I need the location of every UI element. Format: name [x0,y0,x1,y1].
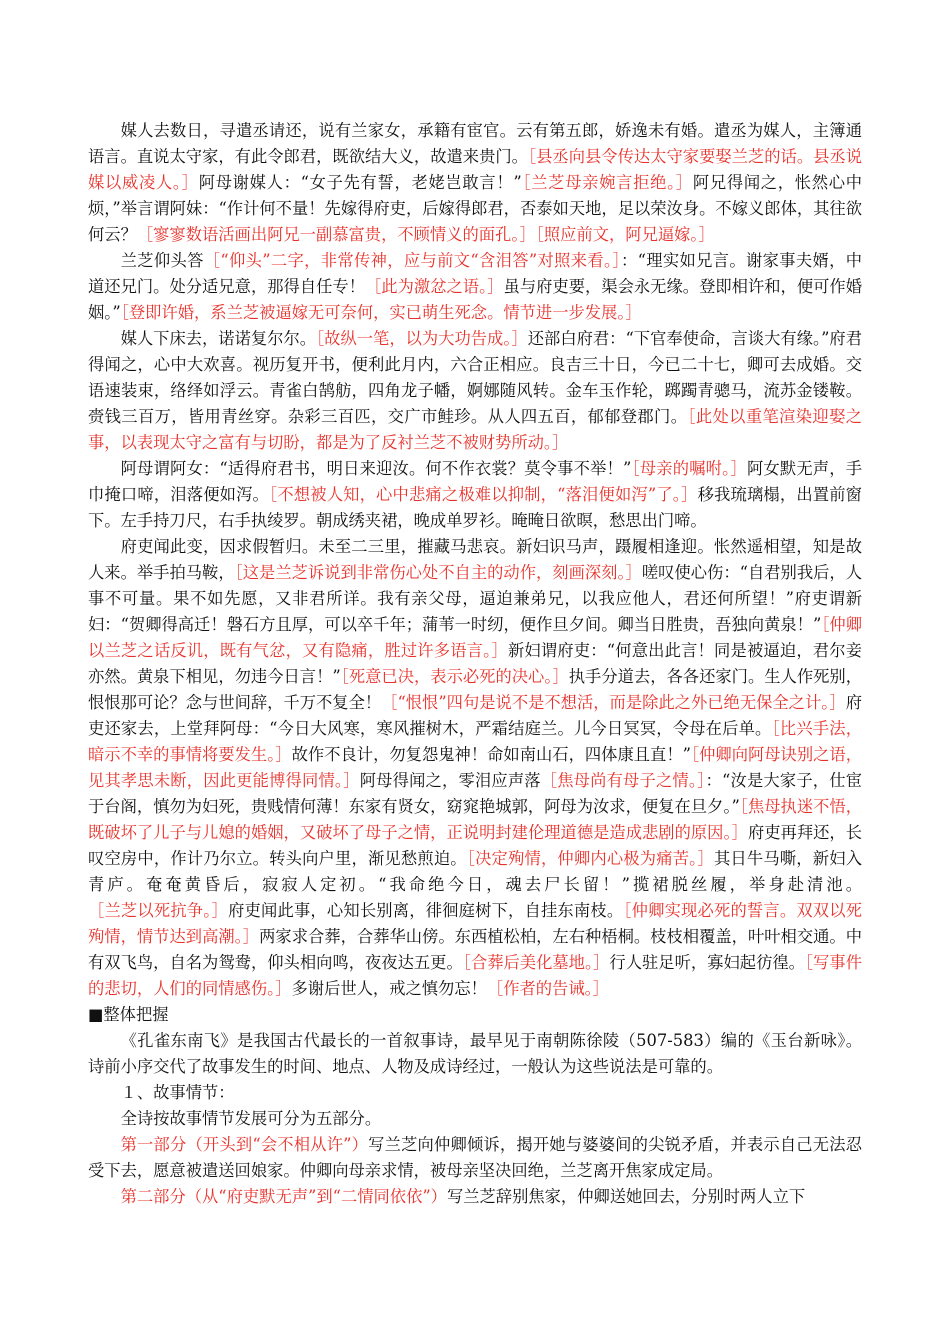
annotation-note: ［母亲的嘱咐。］ [631,459,747,478]
plot-intro: 全诗按故事情节发展可分为五部分。 [120,1109,382,1128]
annotation-note: ［此为激忿之语。］ [365,277,504,296]
annotation-note: ［合葬后美化墓地。］ [462,953,610,972]
poem-text: 府吏再拜还，长叹空房中，作计乃尔立。转头向户里，渐见愁煎迫。 [88,823,862,868]
annotation-note: ［这是兰芝诉说到非常伤心处不自主的动作，刻画深刻。］ [234,563,642,582]
annotation-note: ［登即许婚，系兰芝被逼嫁无可奈何，实已萌生死念。情节进一步发展。］ [120,303,642,322]
poem-text: 阿母谢媒人：“女子先有誓，老姥岂敢言！” [198,173,522,192]
poem-text: 移我琉璃榻，出置前窗下。左手持刀尺，右手执绫罗。朝成绣夹裙，晚成单罗衫。晻晻日欲暝，愁思出门啼。 [88,485,862,530]
annotation-note: ［比兴手法，暗示不幸的事情将要发生。］ [88,719,862,764]
part-1-label: 第一部分（开头到“会不相从许”） [120,1135,369,1154]
poem-text: 还部白府君：“下官奉使命，言谈大有缘。”府君得闻之，心中大欢喜。视历复开书，便利此月内，六合正相应。良吉三十日，今已二十七，卿可去成婚。交语速装束，络绎如浮云。青雀白鹄舫，四角龙子幡，婀娜随风转。金车玉作轮，踯躅青骢马，流苏金镂鞍。赍钱三百万，皆用青丝穿。杂彩三百匹，交广市鲑珍。从人四五百，郁郁登郡门。 [88,329,862,426]
poem-text: 府吏闻此变，因求假暂归。未至二三里，摧藏马悲哀。新妇识马声，蹑履相逢迎。怅然遥相望，知是故人来。举手拍马鞍， [88,537,862,582]
poem-paragraph [88,118,862,248]
annotation-note: ［兰芝母亲婉言拒绝。］ [521,173,693,192]
overview-paragraph: 《孔雀东南飞》是我国古代最长的一首叙事诗，最早见于南朝陈徐陵（507-583）编的《玉台新咏》。诗前小序交代了故事发生的时间、地点、人物及成诗经过，一般认为这些说法是可靠的。 [88,1031,862,1076]
poem-text: 新妇谓府吏：“何意出此言！同是被逼迫，君尔妾亦然。黄泉下相见，勿违今日言！” [88,641,863,686]
annotation-note: ［仲卿向阿母诀别之语，见其孝思未断，因此更能博得同情。］ [88,745,863,790]
annotation-note: ［“仰头”二字，非常传神，应与前文“含泪答”对照来看。］ [203,251,621,270]
poem-text: 多谢后世人，戒之慎勿忘！ [291,979,487,998]
part-2-paragraph [88,1184,862,1210]
annotation-note: ［“恨恨”四句是说不是不想活，而是除此之外已绝无保全之计。］ [381,693,846,712]
part-1-paragraph [88,1132,862,1184]
poem-text: ：“汝是大家子，仕宦于台阁，慎勿为妇死，贵贱情何薄！东家有贤女，窈窕艳城郭，阿母为汝求，便复在旦夕。” [88,771,862,816]
poem-text: 虽与府吏要，渠会永无缘。登即相许和，便可作婚姻。” [88,277,862,322]
part-2-text: 写兰芝辞别焦家，仲卿送她回去，分别时两人立下 [446,1187,806,1206]
poem-text: 嗟叹使心伤：“自君别我后，人事不可量。果不如先愿，又非君所详。我有亲父母，逼迫兼弟兄，以我应他人，君还何所望！”府吏谓新妇：“贺卿得高迁！磐石方且厚，可以卒千年；蒲苇一时纫，便作旦夕间。卿当日胜贵，吾独向黄泉！” [88,563,862,634]
annotation-note: ［焦母执迷不悟，既破坏了儿子与儿媳的婚姻，又破坏了母子之情，正说明封建伦理道德是造成悲剧的原因。］ [88,797,862,842]
poem-text: 兰芝仰头答 [120,251,204,270]
annotation-note: ［兰芝以死抗争。］ [88,901,229,920]
annotated-poem-text [88,118,862,1002]
annotation-note: ［焦母尚有母子之情。］ [540,771,706,790]
plot-subheading: １、故事情节： [120,1083,235,1102]
annotation-note: ［寥寥数语活画出阿兄一副慕富贵，不顾情义的面孔。］［照应前文，阿兄逼嫁。］ [136,225,715,244]
poem-text: 其日牛马嘶，新妇入青庐。奄奄黄昏后，寂寂人定初。“我命绝今日，魂去尸长留！”揽裙脱丝履，举身赴清池。 [88,849,862,894]
section-heading: ■整体把握 [88,1005,169,1024]
annotation-note: ［作者的告诫。］ [486,979,610,998]
annotation-note: ［县丞向县令传达太守家要娶兰芝的话。县丞说媒以威凌人。］ [88,147,862,192]
annotation-note: ［仲卿以兰芝之话反讥，既有气忿，又有隐痛，胜过许多语言。］ [88,615,862,660]
part-1-text: 写兰芝向仲卿倾诉，揭开她与婆婆间的尖锐矛盾，并表示自己无法忍受下去，愿意被遣送回娘家。仲卿向母亲求情，被母亲坚决回绝，兰芝离开焦家成定局。 [88,1135,862,1180]
poem-text: ：“理实如兄言。谢家事夫婿，中道还兄门。处分适兄意，那得自任专！ [88,251,862,296]
poem-text: 执手分道去，各各还家门。生人作死别，恨恨那可论？念与世间辞，千万不复全！ [88,667,862,712]
annotation-note: ［此处以重笔渲染迎娶之事，以表现太守之富有与切盼，都是为了反衬兰芝不被财势所动。］ [88,407,863,452]
annotation-note: ［写事件的悲切，人们的同情感伤。］ [88,953,862,998]
annotation-note: ［仲卿实现必死的誓言。双双以死殉情，情节达到高潮。］ [88,901,862,946]
poem-paragraph [88,248,862,326]
poem-text: 府吏闻此事，心知长别离，徘徊庭树下，自挂东南枝。 [228,901,624,920]
poem-text: 媒人下床去，诺诺复尔尔。 [120,329,317,348]
poem-text: 行人驻足听，寡妇起彷徨。 [609,953,805,972]
document-page [88,118,862,1210]
poem-text: 府吏还家去，上堂拜阿母：“今日大风寒，寒风摧树木，严霜结庭兰。儿今日冥冥，令母在后单。 [88,693,862,738]
poem-text: 阿女默无声，手巾掩口啼，泪落便如泻。 [88,459,862,504]
poem-text: 阿兄得闻之，怅然心中烦，”举言谓阿妹：“作计何不量！先嫁得府吏，后嫁得郎君，否泰如天地，足以荣汝身。不嫁义郎体，其往欲何云？ [88,173,862,244]
poem-paragraph [88,456,862,534]
poem-text: 阿母得闻之，零泪应声落 [359,771,541,790]
annotation-note: ［决定殉情，仲卿内心极为痛苦。］ [466,849,714,868]
annotation-note: ［不想被人知，心中悲痛之极难以抑制，“落泪便如泻”了。］ [269,485,698,504]
annotation-note: ［死意已决，表示必死的决心。］ [340,667,569,686]
poem-paragraph [88,326,862,456]
poem-paragraph [88,534,862,1002]
poem-text: 两家求合葬，合葬华山傍。东西植松柏，左右种梧桐。枝枝相覆盖，叶叶相交通。中有双飞鸟，自名为鸳鸯，仰头相向鸣，夜夜达五更。 [88,927,862,972]
poem-text: 媒人去数日，寻遣丞请还，说有兰家女，承籍有宦官。云有第五郎，娇逸未有婚。遣丞为媒人，主簿通语言。直说太守家，有此令郎君，既欲结大义，故遣来贵门。 [88,121,862,166]
part-2-label: 第二部分（从“府吏默无声”到“二情同依依”） [120,1187,447,1206]
poem-text: 故作不良计，勿复怨鬼神！命如南山石，四体康且直！” [291,745,691,764]
poem-text: 阿母谓阿女：“适得府君书，明日来迎汝。何不作衣裳？莫令事不举！” [120,459,632,478]
annotation-note: ［故纵一笔，以为大功告成。］ [316,329,528,348]
